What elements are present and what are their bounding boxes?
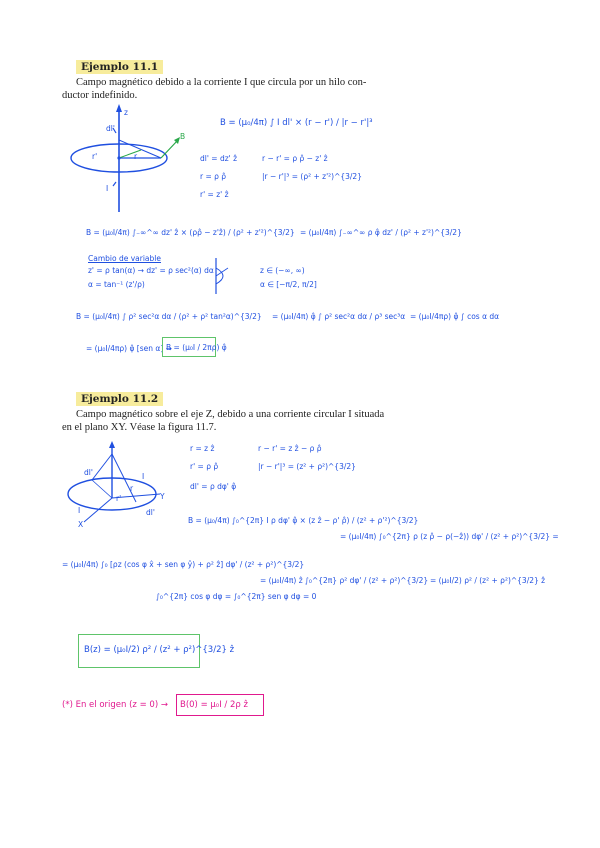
ex2-int2c: = (μ₀I/2) ρ² / (z² + ρ²)^{3/2} ẑ — [430, 576, 546, 585]
angle-sketch — [208, 256, 238, 296]
fig2-y-axis: Y — [160, 492, 165, 501]
example-2-text-line2: en el plano XY. Véase la figura 11.7. — [62, 422, 217, 433]
fig1-i: I — [106, 184, 109, 193]
ex1-r: r = ρ ρ̂ — [200, 172, 227, 181]
figure-loop-diagram — [64, 440, 174, 530]
fig2-dl: dl' — [84, 468, 93, 477]
fig1-r-prime: r' — [92, 152, 98, 161]
ex2-rp: r' = ρ ρ̂ — [190, 462, 219, 471]
ex2-zero-note: ∫₀^{2π} cos φ dφ = ∫₀^{2π} sen φ dφ = 0 — [156, 592, 317, 601]
example-2-label: Ejemplo 11.2 — [76, 392, 163, 406]
fig1-r: r — [134, 152, 138, 161]
ex1-rp: r' = z' ẑ — [200, 190, 229, 199]
fig2-i: I — [142, 472, 145, 481]
ex2-diff: r − r' = z ẑ − ρ ρ̂ — [258, 444, 322, 453]
ex1-cv-line2: α = tan⁻¹ (z'/ρ) — [88, 280, 145, 289]
fig2-dl2: dl' — [146, 508, 155, 517]
fig2-r: r — [130, 484, 134, 493]
example-2-text-line1: Campo magnético sobre el eje Z, debido a una corriente circular I situada — [76, 409, 385, 420]
ex1-biot-savart: B = (μ₀/4π) ∫ I dl' × (r − r') / |r − r'|³ — [220, 118, 373, 128]
ex1-limits-alpha: α ∈ [−π/2, π/2] — [260, 280, 317, 289]
fig2-i2: I — [78, 506, 81, 515]
ex2-dl: dl' = ρ dφ' φ̂ — [190, 482, 237, 491]
ex2-origin-boxed: B(0) = μ₀I / 2ρ ẑ — [180, 700, 248, 710]
fig1-axis-z: z — [124, 108, 128, 117]
ex2-r: r = z ẑ — [190, 444, 215, 453]
ex1-dl: dl' = dz' ẑ — [200, 154, 238, 163]
ex2-int1b: = (μ₀I/4π) ∫₀^{2π} ρ (z ρ̂ − ρ(−ẑ)) dφ' / (z² + ρ²)^{3/2} = — [340, 532, 559, 541]
ex1-int2c: = (μ₀I/4πρ) φ̂ ∫ cos α dα — [410, 312, 500, 321]
fig1-dl-label: dl' — [106, 124, 115, 133]
ex1-diff: r − r' = ρ ρ̂ − z' ẑ — [262, 154, 328, 163]
example-1-text-line1: Campo magnético debido a la corriente I que circula por un hilo con- — [76, 77, 367, 88]
ex1-limits-z: z ∈ (−∞, ∞) — [260, 266, 305, 275]
fig2-x-axis: X — [78, 520, 84, 529]
example-1-label: Ejemplo 11.1 — [76, 60, 163, 74]
ex2-origin-note: (*) En el origen (z = 0) → — [62, 700, 168, 710]
example-1-text-line2: ductor indefinido. — [62, 90, 138, 101]
ex2-int1a: B = (μ₀/4π) ∫₀^{2π} I ρ dφ' φ̂ × (z ẑ − ρ' ρ̂) / (z² + ρ'²)^{3/2} — [188, 516, 419, 525]
ex1-integral-right: = (μ₀I/4π) ∫₋∞^∞ ρ φ̂ dz' / (ρ² + z'²)^{3/2} — [300, 228, 462, 237]
ex1-cv-title: Cambio de variable — [88, 254, 161, 263]
ex1-result-left: = (μ₀I/4πρ) φ̂ [sen α] → — [86, 344, 172, 353]
ex1-result-boxed: B = (μ₀I / 2πρ) φ̂ — [166, 343, 227, 352]
ex2-mod: |r − r'|³ = (z² + ρ²)^{3/2} — [258, 462, 356, 471]
ex1-int2b: = (μ₀I/4π) φ̂ ∫ ρ² sec²α dα / ρ³ sec³α — [272, 312, 406, 321]
ex1-mod: |r − r'|³ = (ρ² + z'²)^{3/2} — [262, 172, 362, 181]
ex1-integral-left: B = (μ₀I/4π) ∫₋∞^∞ dz' ẑ × (ρρ̂ − z'ẑ) / (ρ² + z'²)^{3/2} — [86, 228, 295, 237]
fig2-r-prime: r' — [116, 494, 122, 503]
ex2-result-boxed: B(z) = (μ₀I/2) ρ² / (z² + ρ²)^{3/2} ẑ — [84, 645, 235, 655]
ex1-cv-line1: z' = ρ tan(α) → dz' = ρ sec²(α) dα — [88, 266, 214, 275]
ex2-int2a: = (μ₀I/4π) ∫₀ [ρz (cos φ x̂ + sen φ ŷ) + ρ² ẑ] dφ' / (z² + ρ²)^{3/2} — [62, 560, 305, 569]
ex2-int2b: = (μ₀I/4π) ẑ ∫₀^{2π} ρ² dφ' / (z² + ρ²)^{3/2} — [260, 576, 429, 585]
ex1-int2a: B = (μ₀I/4π) ∫ ρ² sec²α dα / (ρ² + ρ² tan²α)^{3/2} — [76, 312, 262, 321]
fig1-b: B — [180, 132, 186, 141]
